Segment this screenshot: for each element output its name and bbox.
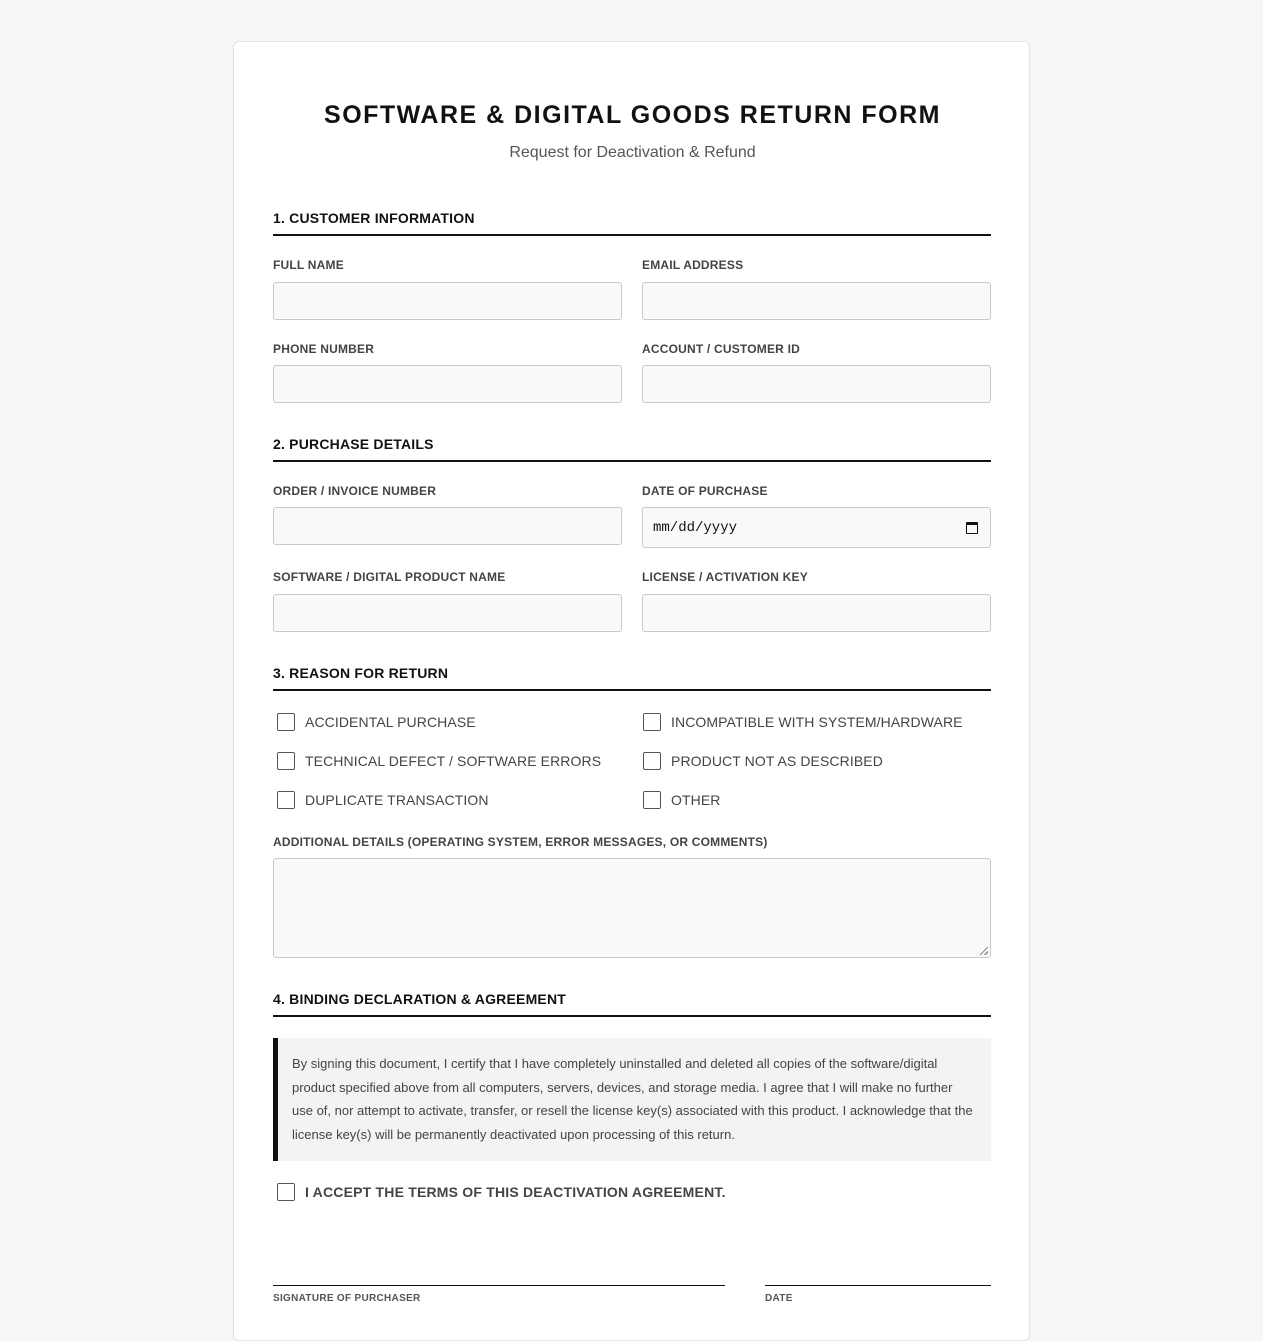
accept-terms-checkbox-row[interactable] — [277, 1182, 726, 1202]
return-form-card — [233, 41, 1030, 1341]
phone-number-label: PHONE NUMBER — [273, 342, 375, 356]
order-number-input[interactable] — [273, 507, 622, 545]
checkbox-label: INCOMPATIBLE WITH SYSTEM/HARDWARE — [671, 714, 963, 730]
date-signature-label: DATE — [765, 1293, 793, 1304]
checkbox[interactable] — [277, 791, 295, 809]
additional-details-label: ADDITIONAL DETAILS (OPERATING SYSTEM, ERROR MESSAGES, OR COMMENTS) — [273, 835, 768, 849]
email-address-label: EMAIL ADDRESS — [642, 258, 744, 272]
checkbox-label: ACCIDENTAL PURCHASE — [305, 714, 476, 730]
date-signature-line[interactable] — [765, 1285, 991, 1286]
date-placeholder: mm/dd/yyyy — [653, 519, 738, 536]
checkbox-label: DUPLICATE TRANSACTION — [305, 792, 489, 808]
checkbox[interactable] — [277, 752, 295, 770]
declaration-text: By signing this document, I certify that I have completely uninstalled and deleted all copies of the software/digital product specified above from all computers, servers, devices, and storage media. I agree that I will make no further use of, nor attempt to activate, transfer, or resell the license key(s) associated with this product. I acknowledge that the license key(s) will be permanently deactivated upon processing of this return. — [273, 1038, 991, 1161]
checkbox-label: TECHNICAL DEFECT / SOFTWARE ERRORS — [305, 753, 602, 769]
license-key-input[interactable] — [642, 594, 991, 632]
license-key-label: LICENSE / ACTIVATION KEY — [642, 570, 808, 584]
checkbox-label: OTHER — [671, 792, 721, 808]
reason-option-not-as-described[interactable] — [643, 751, 883, 771]
reason-option-incompatible[interactable] — [643, 712, 963, 732]
email-address-input[interactable] — [642, 282, 991, 320]
checkbox[interactable] — [277, 713, 295, 731]
form-title: SOFTWARE & DIGITAL GOODS RETURN FORM — [324, 101, 941, 129]
resize-handle-icon[interactable] — [980, 947, 988, 955]
accept-terms-label: I ACCEPT THE TERMS OF THIS DEACTIVATION AGREEMENT. — [305, 1184, 726, 1200]
reason-option-duplicate-transaction[interactable] — [277, 790, 489, 810]
signature-label: SIGNATURE OF PURCHASER — [273, 1293, 421, 1304]
full-name-label: FULL NAME — [273, 258, 344, 272]
checkbox-label: PRODUCT NOT AS DESCRIBED — [671, 753, 883, 769]
form-subtitle: Request for Deactivation & Refund — [509, 144, 756, 161]
reason-option-technical-defect[interactable] — [277, 751, 601, 771]
product-name-input[interactable] — [273, 594, 622, 632]
reason-option-other[interactable] — [643, 790, 721, 810]
product-name-label: SOFTWARE / DIGITAL PRODUCT NAME — [273, 570, 506, 584]
section-title-binding-declaration: 4. BINDING DECLARATION & AGREEMENT — [273, 991, 991, 1017]
section-title-reason-for-return: 3. REASON FOR RETURN — [273, 665, 991, 691]
checkbox[interactable] — [643, 713, 661, 731]
phone-number-input[interactable] — [273, 365, 622, 403]
order-number-label: ORDER / INVOICE NUMBER — [273, 484, 437, 498]
account-id-input[interactable] — [642, 365, 991, 403]
accept-terms-checkbox[interactable] — [277, 1183, 295, 1201]
checkbox[interactable] — [643, 752, 661, 770]
section-title-customer-information: 1. CUSTOMER INFORMATION — [273, 210, 991, 236]
calendar-icon[interactable] — [966, 522, 978, 534]
additional-details-textarea[interactable] — [273, 858, 991, 958]
date-of-purchase-input[interactable] — [642, 507, 991, 548]
section-title-purchase-details: 2. PURCHASE DETAILS — [273, 436, 991, 462]
date-of-purchase-label: DATE OF PURCHASE — [642, 484, 768, 498]
signature-line[interactable] — [273, 1285, 725, 1286]
reason-option-accidental-purchase[interactable] — [277, 712, 476, 732]
full-name-input[interactable] — [273, 282, 622, 320]
account-id-label: ACCOUNT / CUSTOMER ID — [642, 342, 800, 356]
checkbox[interactable] — [643, 791, 661, 809]
